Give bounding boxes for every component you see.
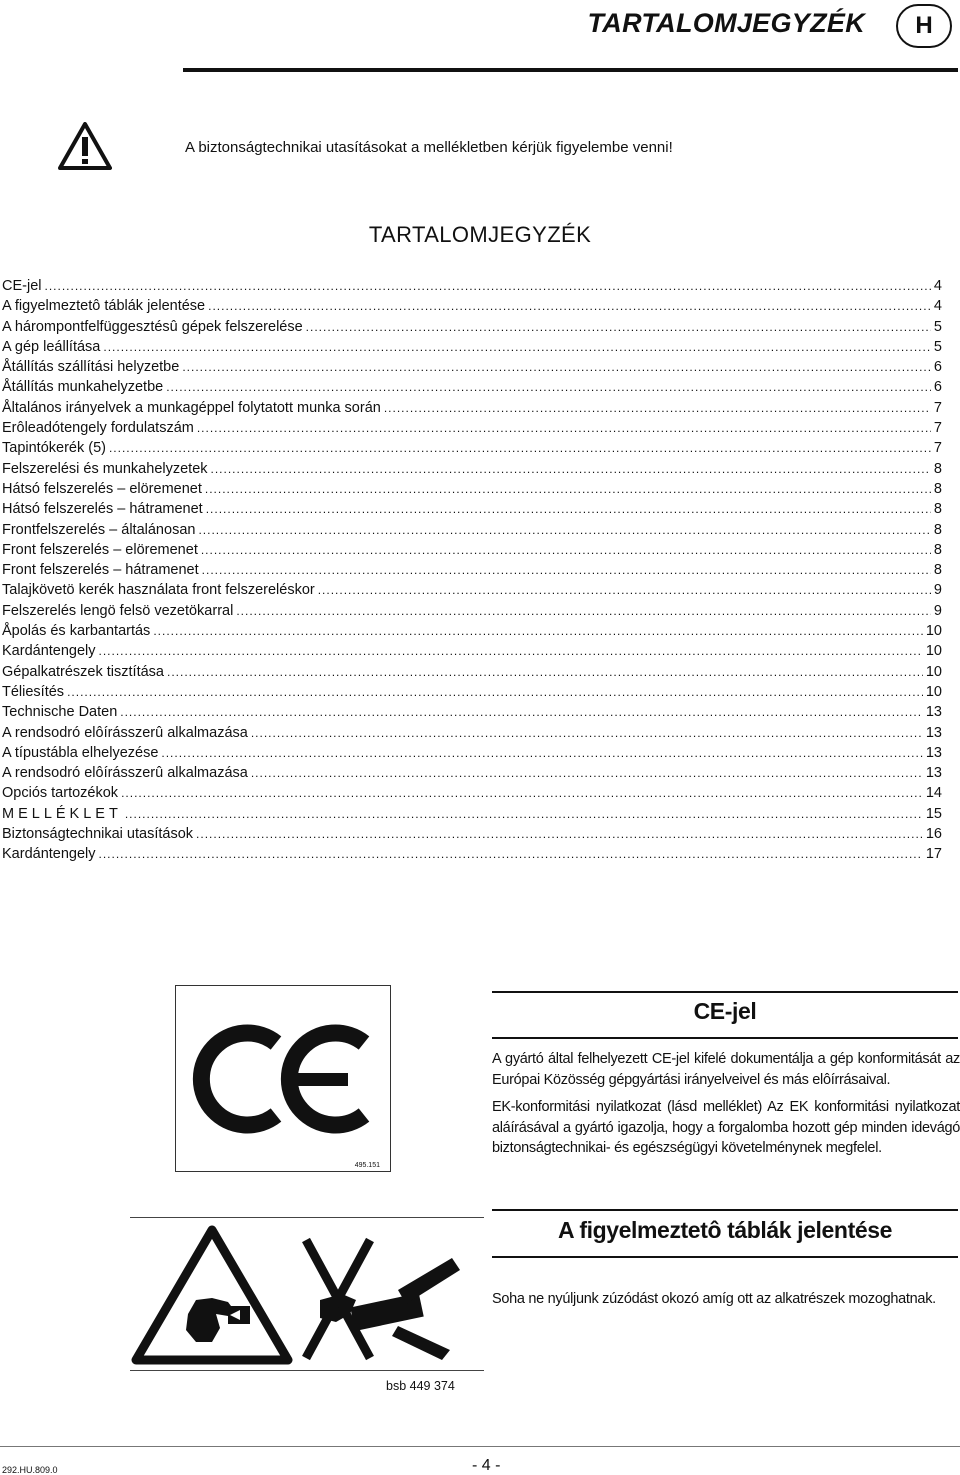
toc-leader bbox=[99, 641, 923, 661]
toc-entry-page: 7 bbox=[933, 420, 942, 437]
warning-section-bottom-rule bbox=[492, 1256, 958, 1258]
toc-leader bbox=[384, 398, 931, 418]
ce-image-code: 495.151 bbox=[354, 1162, 380, 1169]
warning-triangle-icon bbox=[58, 122, 112, 170]
toc-leader bbox=[306, 317, 931, 337]
toc-entry[interactable] bbox=[2, 824, 942, 844]
toc-entry-label: Téliesítés bbox=[2, 683, 65, 700]
toc-entry-page: 13 bbox=[925, 704, 942, 721]
toc-leader bbox=[206, 499, 931, 519]
toc-entry[interactable] bbox=[2, 357, 942, 377]
toc-entry-label: Åltalános irányelvek a munkagéppel folytatott munka során bbox=[2, 399, 381, 416]
toc-leader bbox=[120, 702, 923, 722]
toc-entry-label: MELLÉKLET bbox=[2, 805, 122, 822]
toc-entry[interactable] bbox=[2, 398, 942, 418]
toc-entry-page: 8 bbox=[933, 480, 942, 497]
toc-entry[interactable] bbox=[2, 621, 942, 641]
ce-section-title: CE-jel bbox=[693, 998, 757, 1024]
toc-heading: TARTALOMJEGYZÉK bbox=[368, 222, 592, 247]
document-code: 292.HU.809.0 bbox=[2, 1465, 58, 1475]
toc-leader bbox=[211, 459, 931, 479]
table-of-contents bbox=[2, 276, 942, 865]
header-rule bbox=[183, 68, 958, 72]
warning-image-code: bsb 449 374 bbox=[386, 1379, 455, 1393]
toc-entry-page: 8 bbox=[933, 562, 942, 579]
warning-section-title: A figyelmeztetô táblák jelentése bbox=[557, 1217, 893, 1243]
ce-paragraph-1: A gyártó által felhelyezett CE-jel kifelé dokumentálja a gép konformitását az Európai Közösség gépgyártási irányelveivel és más elôírrásaival. bbox=[492, 1051, 960, 1088]
toc-entry-page: 13 bbox=[925, 744, 942, 761]
toc-leader bbox=[167, 662, 923, 682]
toc-entry-label: Hátsó felszerelés – hátramenet bbox=[2, 501, 203, 518]
toc-entry-label: Tapintókerék (5) bbox=[2, 440, 106, 457]
toc-entry-page: 8 bbox=[933, 501, 942, 518]
toc-entry-page: 10 bbox=[925, 623, 942, 640]
toc-entry-page: 4 bbox=[933, 298, 942, 315]
ce-section-top-rule bbox=[492, 991, 958, 993]
toc-entry-label: Talajkövetö kerék használata front felszereléskor bbox=[2, 582, 315, 599]
toc-entry-page: 10 bbox=[925, 663, 942, 680]
warning-text: Soha ne nyúljunk zúzódást okozó amíg ott az alkatrészek mozoghatnak. bbox=[492, 1291, 936, 1307]
toc-entry-label: Åpolás és karbantartás bbox=[2, 623, 151, 640]
toc-entry-label: Felszerelési és munkahelyzetek bbox=[2, 460, 208, 477]
toc-leader bbox=[236, 601, 931, 621]
toc-entry-label: Kardántengely bbox=[2, 846, 96, 863]
toc-entry-page: 6 bbox=[933, 379, 942, 396]
toc-entry-label: A figyelmeztetô táblák jelentése bbox=[2, 298, 206, 315]
toc-entry-page: 4 bbox=[933, 278, 942, 294]
page-number: - 4 - bbox=[472, 1457, 501, 1474]
header-title: TARTALOMJEGYZÉK bbox=[587, 8, 865, 38]
warning-section-top-rule bbox=[492, 1209, 958, 1211]
toc-entry[interactable] bbox=[2, 296, 942, 316]
toc-leader bbox=[201, 540, 931, 560]
toc-entry-page: 13 bbox=[925, 765, 942, 782]
toc-entry-page: 6 bbox=[933, 359, 942, 376]
toc-entry-label: Front felszerelés – elöremenet bbox=[2, 541, 198, 558]
toc-leader bbox=[99, 844, 923, 864]
toc-entry-page: 13 bbox=[925, 724, 942, 741]
toc-entry-label: Opciós tartozékok bbox=[2, 785, 119, 802]
toc-leader bbox=[202, 560, 931, 580]
toc-entry-page: 16 bbox=[925, 826, 942, 843]
toc-entry[interactable] bbox=[2, 702, 942, 722]
toc-entry-label: Technische Daten bbox=[2, 704, 118, 721]
toc-leader bbox=[205, 479, 931, 499]
toc-entry-label: Felszerelés lengö felsö vezetökarral bbox=[2, 602, 234, 619]
toc-entry[interactable] bbox=[2, 763, 942, 783]
toc-entry[interactable] bbox=[2, 804, 942, 824]
toc-entry[interactable] bbox=[2, 459, 942, 479]
toc-entry-label: Kardántengely bbox=[2, 643, 96, 660]
toc-entry-label: A gép leállítása bbox=[2, 338, 101, 355]
toc-entry-page: 10 bbox=[925, 683, 942, 700]
toc-entry[interactable] bbox=[2, 520, 942, 540]
toc-leader bbox=[318, 580, 931, 600]
toc-leader bbox=[103, 337, 931, 357]
toc-leader bbox=[121, 783, 923, 803]
toc-entry[interactable] bbox=[2, 438, 942, 458]
toc-entry[interactable] bbox=[2, 499, 942, 519]
toc-entry-page: 15 bbox=[925, 805, 942, 822]
toc-leader bbox=[166, 377, 931, 397]
footer-rule bbox=[0, 1446, 960, 1447]
toc-leader bbox=[251, 723, 923, 743]
toc-entry-label: CE-jel bbox=[2, 278, 42, 294]
toc-entry[interactable] bbox=[2, 641, 942, 661]
toc-leader bbox=[153, 621, 923, 641]
toc-entry[interactable] bbox=[2, 479, 942, 499]
toc-entry-page: 9 bbox=[933, 602, 942, 619]
toc-entry-label: Front felszerelés – hátramenet bbox=[2, 562, 199, 579]
toc-entry-page: 10 bbox=[925, 643, 942, 660]
toc-leader bbox=[198, 520, 930, 540]
toc-entry[interactable] bbox=[2, 783, 942, 803]
toc-entry-label: Gépalkatrészek tisztítása bbox=[2, 663, 164, 680]
toc-entry-page: 5 bbox=[933, 338, 942, 355]
toc-leader bbox=[44, 276, 930, 296]
language-badge: H bbox=[896, 4, 952, 48]
toc-entry[interactable] bbox=[2, 662, 942, 682]
toc-entry-label: Hátsó felszerelés – elöremenet bbox=[2, 480, 202, 497]
toc-entry-label: Frontfelszerelés – általánosan bbox=[2, 521, 196, 538]
toc-entry[interactable] bbox=[2, 377, 942, 397]
toc-leader bbox=[125, 804, 923, 824]
toc-entry[interactable] bbox=[2, 844, 942, 864]
toc-entry[interactable] bbox=[2, 601, 942, 621]
no-reach-prohibition-icon bbox=[306, 1240, 460, 1360]
toc-entry-page: 8 bbox=[933, 521, 942, 538]
toc-entry[interactable] bbox=[2, 723, 942, 743]
toc-entry[interactable] bbox=[2, 276, 942, 296]
ce-section-bottom-rule bbox=[492, 1037, 958, 1039]
toc-entry-label: Erôleadótengely fordulatszám bbox=[2, 420, 194, 437]
toc-entry-page: 14 bbox=[925, 785, 942, 802]
toc-leader bbox=[182, 357, 931, 377]
toc-entry[interactable] bbox=[2, 580, 942, 600]
toc-entry[interactable] bbox=[2, 418, 942, 438]
ce-mark-icon bbox=[176, 986, 390, 1171]
toc-entry-page: 7 bbox=[933, 399, 942, 416]
toc-entry-label: Biztonságtechnikai utasítások bbox=[2, 826, 194, 843]
toc-entry[interactable] bbox=[2, 560, 942, 580]
toc-leader bbox=[251, 763, 923, 783]
ce-paragraph-2: EK-konformitási nyilatkozat (lásd melléklet) Az EK konformitási nyilatkozat aláírásával a gyártó igazolja, hogy a forgalomba hozott gép minden idevágó biztonságtechnikai- és egészségügyi követelménynek megfelel. bbox=[492, 1099, 960, 1156]
toc-entry-page: 5 bbox=[933, 318, 942, 335]
ce-mark-figure bbox=[175, 985, 391, 1172]
toc-entry-label: A rendsodró elôírásszerû alkalmazása bbox=[2, 724, 248, 741]
toc-leader bbox=[196, 824, 923, 844]
toc-entry[interactable] bbox=[2, 337, 942, 357]
toc-entry-label: A típustábla elhelyezése bbox=[2, 744, 159, 761]
toc-entry-label: A hárompontfelfüggesztésû gépek felszerelése bbox=[2, 318, 303, 335]
toc-leader bbox=[161, 743, 922, 763]
toc-entry-label: A rendsodró elôírásszerû alkalmazása bbox=[2, 765, 248, 782]
safety-note: A biztonságtechnikai utasításokat a mellékletben kérjük figyelembe venni! bbox=[185, 139, 673, 156]
toc-entry[interactable] bbox=[2, 540, 942, 560]
toc-leader bbox=[197, 418, 931, 438]
toc-entry-page: 8 bbox=[933, 541, 942, 558]
toc-entry[interactable] bbox=[2, 743, 942, 763]
toc-entry[interactable] bbox=[2, 317, 942, 337]
toc-entry-label: Åtállítás munkahelyzetbe bbox=[2, 379, 164, 396]
toc-entry-page: 9 bbox=[933, 582, 942, 599]
toc-entry-page: 17 bbox=[925, 846, 942, 863]
hand-crush-warning-icon bbox=[136, 1230, 288, 1360]
toc-entry[interactable] bbox=[2, 682, 942, 702]
toc-leader bbox=[67, 682, 923, 702]
toc-leader bbox=[109, 438, 931, 458]
toc-entry-page: 8 bbox=[933, 460, 942, 477]
toc-leader bbox=[208, 296, 931, 316]
warning-signs-figure bbox=[130, 1217, 484, 1371]
toc-entry-label: Åtállítás szállítási helyzetbe bbox=[2, 359, 180, 376]
toc-entry-page: 7 bbox=[933, 440, 942, 457]
